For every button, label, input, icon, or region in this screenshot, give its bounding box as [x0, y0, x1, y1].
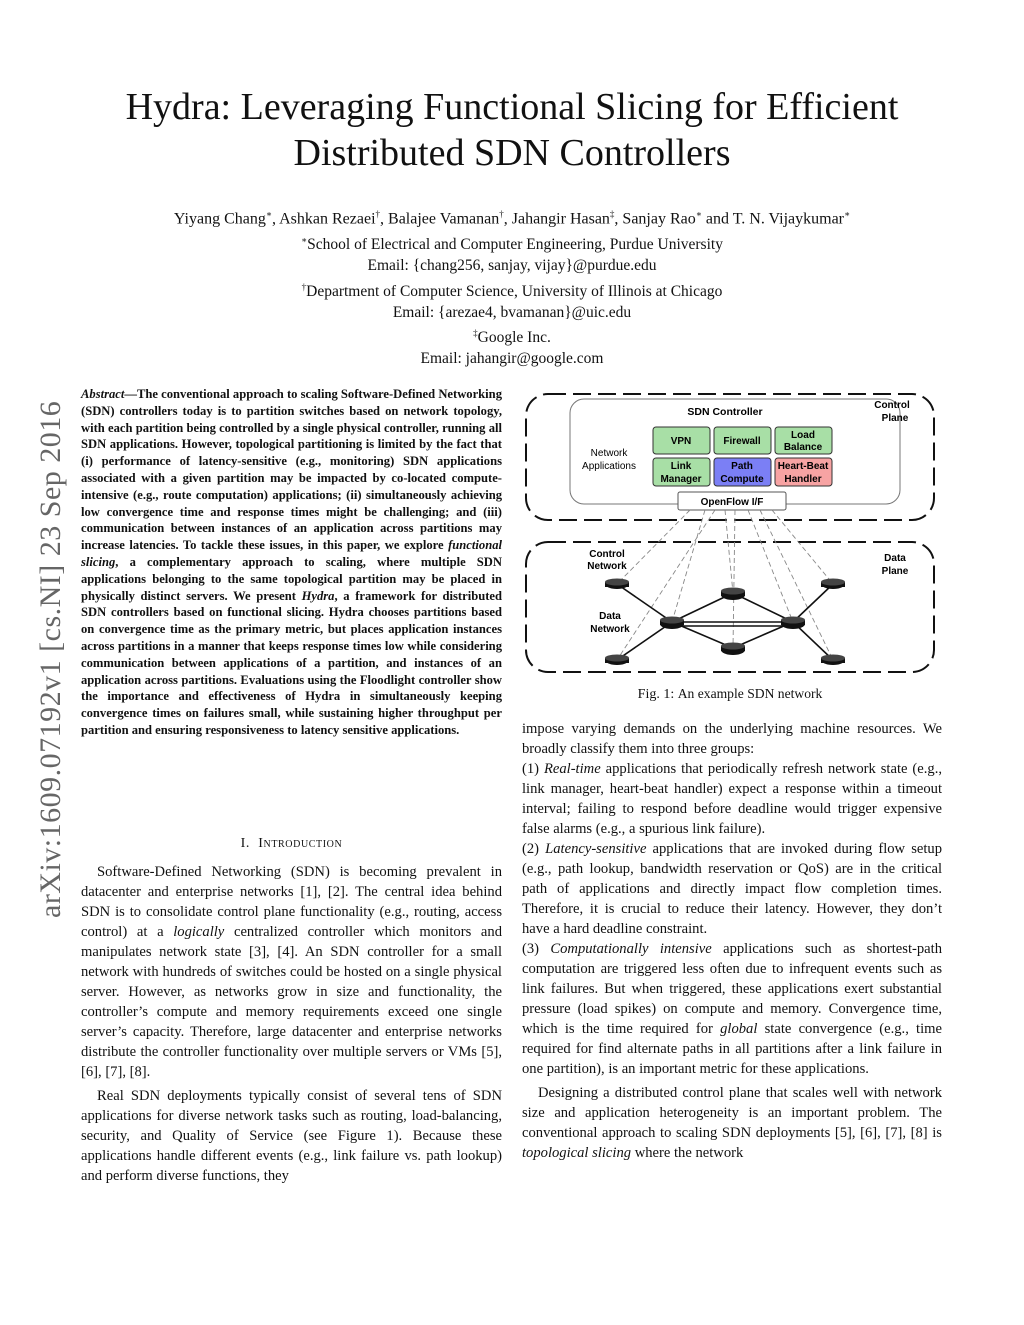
arxiv-stamp: arXiv:1609.07192v1 [cs.NI] 23 Sep 2016: [34, 400, 67, 918]
app-load-label-1: Load: [791, 430, 815, 441]
network-apps-label-1: Network: [590, 448, 628, 459]
section-heading: [81, 836, 502, 852]
author-block: [0, 203, 1024, 370]
affil-2-text: Department of Computer Science, University of Illinois at Chicago: [306, 283, 723, 301]
control-link: [772, 510, 833, 584]
title-line-1: Hydra: Leveraging Functional Slicing for Efficient: [125, 86, 899, 128]
item-3-text-a: applications such as shortest-path computation are triggered less often due to infrequent events such as link failures. But when triggered, these applications exert substantial pressure (load spikes) on compute and memory. Convergence time, which is the time required for: [522, 941, 943, 1037]
item-3-num: (3): [522, 941, 551, 957]
affil-1-mark: ∗: [301, 235, 308, 246]
right-paragraph-0: impose varying demands on the underlying machine resources. We broadly classify them into three groups:: [522, 721, 942, 757]
item-1-num: (1): [522, 761, 544, 777]
list-item-2: [522, 839, 942, 939]
abstract-text-2: , a complementary approach to scaling, where multiple SDN applications belonging to the same topological partition may be placed in physically distinct servers. We present: [81, 554, 502, 603]
abstract-label: Abstract: [81, 387, 125, 401]
email-3: Email: jahangir@google.com: [420, 350, 604, 368]
app-path-label-2: Compute: [720, 474, 764, 485]
control-link: [617, 510, 715, 660]
list-item-1: [522, 759, 942, 839]
data-link: [617, 584, 672, 622]
right-paragraph-last: [522, 1083, 942, 1163]
affiliation-2: [0, 277, 1024, 303]
control-link: [748, 510, 793, 622]
caption-text: An example SDN network: [677, 686, 823, 701]
author-2-mark: †: [375, 209, 381, 219]
abstract-em-1: functional slicing: [81, 538, 502, 569]
author-sep: ,: [271, 210, 280, 228]
author-2: Ashkan Rezaei: [279, 210, 376, 228]
switch-icon: [821, 579, 845, 590]
intro-p1-b: centralized controller which monitors and manipulates network state [3], [4]. An SDN controller for a small network with hundreds of switches could be hosted on a single physical server. However, as networks grow in size and functionality, the controller’s compute and memory requirements exceed one single server’s capacity. Therefore, large datacenter and enterprise networks distribute the controller functionality over multiple servers or VMs [5], [6], [7], [8].: [81, 924, 502, 1080]
item-2-em: Latency-sensitive: [545, 841, 647, 857]
affil-3-text: Google Inc.: [477, 329, 551, 347]
item-3-text-b: state convergence (e.g., time required for find alternate paths in all partitions after a link failure in one partition), is an important metric for these applications.: [522, 1021, 942, 1077]
data-network-label-1: Data: [599, 611, 621, 622]
switch-icon: [781, 617, 805, 630]
email-1: Email: {chang256, sanjay, vijay}@purdue.edu: [367, 257, 657, 275]
abstract-em-2: Hydra: [301, 588, 335, 603]
right-body: [522, 719, 942, 1163]
sdn-network-diagram: [520, 386, 940, 686]
author-3-mark: †: [499, 209, 504, 219]
intro-paragraph-2: Real SDN deployments typically consist of several tens of SDN applications for diverse network tasks such as routing, load-balancing, security, and Quality of Service (see Figure 1). Because these applications handle different events (e.g., link failure vs. path lookup) and perform diverse functions, they: [81, 1088, 502, 1184]
abstract-text-1: The conventional approach to scaling Software-Defined Networking (SDN) controllers today is to partition switches based on network topology, with each partition being controlled by a single physical controller, running all SDN applications. However, topological partitioning is limited by the fact that (i) performance of latency-sensitive (e.g., monitoring) SDN applications associated with a given partition may be impacted by co-located compute-intensive (e.g., route computation) applications; (ii) simultaneously achieving low convergence time and response times might be challenging; and (iii) communication between instances of an application across partitions may increase latencies. To tackle these issues, in this paper, we explore: [81, 387, 502, 553]
affil-1-text: School of Electrical and Computer Engineering, Purdue University: [307, 236, 723, 254]
last-p-a: Designing a distributed control plane that scales well with network size and application heterogeneity is an important problem. The conventional approach to scaling SDN deployments [5], [6], [7], [8] is: [522, 1085, 942, 1141]
author-list: [0, 203, 1024, 230]
app-load-label-2: Balance: [783, 442, 823, 453]
sdn-controller-label: SDN Controller: [687, 406, 763, 418]
app-vpn-label: VPN: [670, 436, 692, 447]
affiliation-3: [0, 323, 1024, 349]
control-plane-label-2: Plane: [881, 413, 909, 424]
list-item-3: [522, 939, 942, 1079]
switch-icon: [821, 655, 845, 666]
abstract-text-3: , a framework for distributed SDN controllers based on functional slicing. Hydra chooses partitions based on convergence time as the primary metric, but places application instances across partitions in a manner that keeps response times low while considering communication between applications of a partition, and instances of an application across partitions. Evaluations using the Floodlight controller show the importance and effectiveness of Hydra in simultaneously keeping convergence times on failures small, while sustaining higher throughput per partition and ensuring responsiveness to latency sensitive applications.: [81, 588, 502, 737]
author-6: T. N. Vijaykumar: [732, 210, 844, 228]
affil-3-mark: ‡: [473, 328, 478, 339]
author-3: Balajee Vamanan: [388, 210, 500, 228]
item-2-text: applications that are invoked during flow setup (e.g., path lookup, bandwidth reservation or QoS) are in the critical path of applications and directly impact flow completion times. Therefore, it is crucial to reduce their latency. However, they don’t have a hard deadline constraint.: [522, 841, 942, 937]
author-5-mark: ∗: [695, 209, 702, 219]
last-p-em: topological slicing: [522, 1145, 632, 1161]
control-link: [672, 510, 705, 622]
author-4-mark: ‡: [609, 209, 615, 219]
left-body: [81, 862, 502, 1186]
paper-title: [0, 84, 1024, 176]
title-line-2: Distributed SDN Controllers: [293, 132, 731, 174]
caption-label: Fig. 1:: [637, 687, 675, 702]
network-apps-label-2: Applications: [582, 461, 636, 472]
control-plane-label-1: Control: [874, 400, 910, 411]
author-sep: ,: [614, 210, 623, 228]
figure-caption: [520, 686, 940, 703]
switch-icon: [660, 617, 684, 630]
data-network-label-2: Network: [590, 624, 630, 635]
author-5: Sanjay Rao: [622, 210, 696, 228]
author-sep: ,: [503, 210, 512, 228]
item-3-em: Computationally intensive: [550, 941, 712, 957]
app-link-label-1: Link: [670, 461, 692, 472]
switch-icon: [721, 588, 745, 601]
section-number: I.: [240, 836, 251, 851]
section-title: Introduction: [258, 836, 343, 851]
author-4: Jahangir Hasan: [511, 210, 610, 228]
switch-icon: [721, 643, 745, 656]
switch-icon: [605, 579, 629, 590]
item-3-em-2: global: [720, 1021, 758, 1037]
author-sep: ,: [380, 210, 389, 228]
app-link-label-2: Manager: [660, 474, 702, 485]
affil-2-mark: †: [301, 281, 307, 292]
email-2: Email: {arezae4, bvamanan}@uic.edu: [392, 303, 632, 321]
openflow-label: OpenFlow I/F: [700, 497, 764, 508]
app-hb-label-2: Handler: [784, 474, 822, 485]
author-6-mark: ∗: [844, 209, 851, 219]
app-firewall-label: Firewall: [723, 436, 761, 447]
abstract-dash: —: [124, 387, 137, 401]
author-and: and: [701, 210, 733, 228]
control-link: [617, 510, 690, 584]
app-path-label-1: Path: [731, 461, 753, 472]
item-1-text: applications that periodically refresh network state (e.g., link manager, heart-beat handler) expect a response within a timeout interval; failing to respond before deadline would trigger expensive false alarms (e.g., a spurious link failure).: [522, 761, 942, 837]
author-1: Yiyang Chang: [173, 210, 266, 228]
figure-1: [520, 386, 940, 686]
intro-p1-em: logically: [173, 924, 225, 940]
control-network-label-1: Control: [589, 549, 625, 560]
item-1-em: Real-time: [543, 761, 601, 777]
abstract: [81, 386, 502, 739]
control-link: [733, 510, 735, 648]
app-hb-label-1: Heart-Beat: [777, 461, 829, 472]
item-2-num: (2): [522, 841, 546, 857]
intro-p1-a: Software-Defined Networking (SDN) is becoming prevalent in datacenter and enterprise networks [1], [2]. The central idea behind SDN is to consolidate control plane functionality (e.g., routing, access control) at a: [81, 864, 502, 940]
intro-paragraph-1: [81, 862, 502, 1082]
data-plane-label-2: Plane: [881, 566, 909, 577]
author-1-mark: ∗: [265, 209, 272, 219]
data-plane-label-1: Data: [884, 553, 906, 564]
last-p-b: where the network: [631, 1145, 744, 1161]
control-link: [725, 510, 733, 593]
affiliation-1: [0, 230, 1024, 256]
control-network-label-2: Network: [587, 561, 627, 572]
switch-icon: [605, 655, 629, 666]
